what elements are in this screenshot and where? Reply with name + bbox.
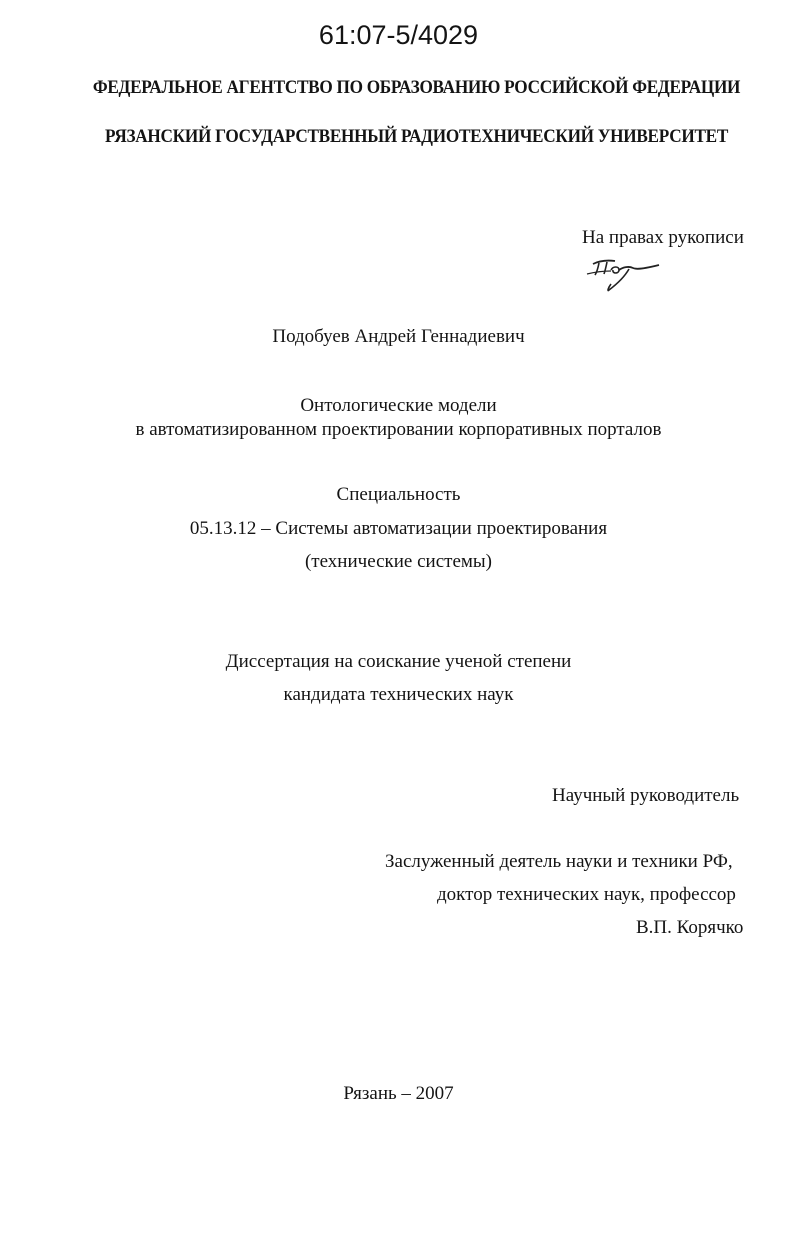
specialty-subtitle: (технические системы)	[304, 551, 492, 572]
supervisor-name: В.П. Корячко	[636, 917, 744, 938]
thesis-title-line-2: в автоматизированном проектировании корпоративных порталов	[135, 419, 662, 440]
degree-line-1: Диссертация на соискание ученой степени	[225, 651, 572, 672]
author-name: Подобуев Андрей Геннадиевич	[272, 326, 525, 347]
place-year: Рязань – 2007	[343, 1083, 454, 1104]
university-heading: РЯЗАНСКИЙ ГОСУДАРСТВЕННЫЙ РАДИОТЕХНИЧЕСКИЙ УНИВЕРСИТЕТ	[104, 127, 729, 147]
specialty-code: 05.13.12 – Системы автоматизации проектирования	[189, 518, 608, 539]
thesis-title-line-1: Онтологические модели	[300, 395, 497, 416]
signature-icon	[585, 250, 663, 296]
supervisor-label: Научный руководитель	[552, 785, 740, 806]
degree-line-2: кандидата технических наук	[283, 684, 514, 705]
specialty-label: Специальность	[336, 484, 461, 505]
agency-heading: ФЕДЕРАЛЬНОЕ АГЕНТСТВО ПО ОБРАЗОВАНИЮ РОССИЙСКОЙ ФЕДЕРАЦИИ	[92, 78, 741, 98]
supervisor-degree: доктор технических наук, профессор	[437, 884, 736, 905]
supervisor-title: Заслуженный деятель науки и техники РФ,	[385, 851, 733, 872]
catalog-number: 61:07-5/4029	[318, 20, 479, 50]
manuscript-note: На правах рукописи	[582, 227, 744, 248]
